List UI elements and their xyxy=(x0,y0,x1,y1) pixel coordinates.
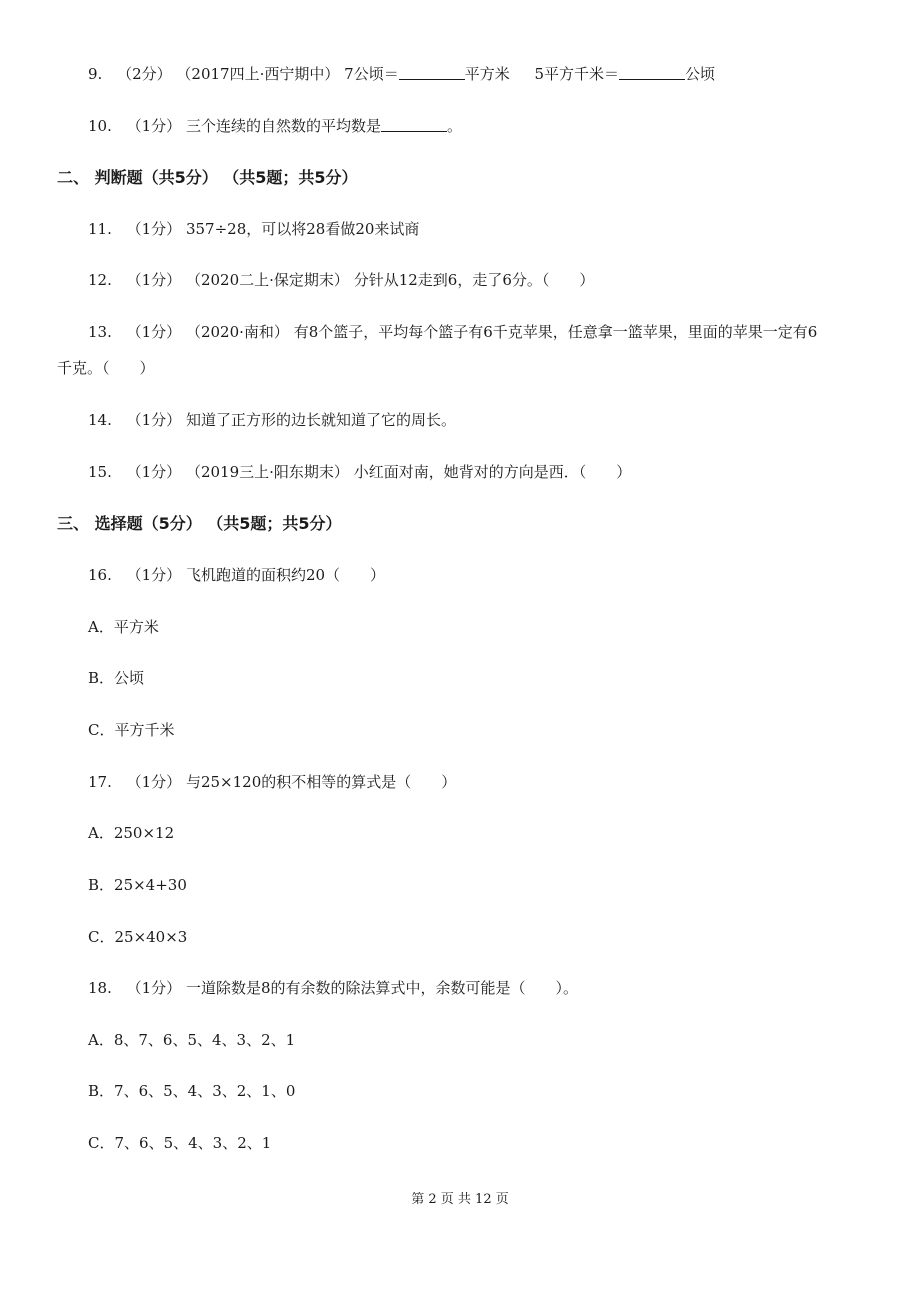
question-score: （1分） xyxy=(126,979,182,997)
question-score: （1分） xyxy=(126,271,182,289)
question-text: 357÷28，可以将28看做20来试商 xyxy=(185,220,420,238)
question-score: （1分） xyxy=(126,323,182,341)
option-c[interactable]: C．7、6、5、4、3、2、1 xyxy=(88,1134,272,1152)
question-score: （1分） xyxy=(126,773,182,791)
question-score: （1分） xyxy=(126,117,182,135)
question-text: 。 xyxy=(446,117,462,135)
question-source: （2020·南和） xyxy=(185,323,289,341)
question-number: 11. xyxy=(88,220,112,238)
question-text: 平方米 xyxy=(464,65,510,83)
question-score: （1分） xyxy=(126,566,182,584)
question-number: 12. xyxy=(88,271,112,289)
question-9 xyxy=(88,64,715,84)
section-heading-judgement: 二、 判断题（共5分） （共5题；共5分） xyxy=(57,168,358,187)
question-12 xyxy=(88,270,594,290)
question-score: （1分） xyxy=(126,463,182,481)
section-heading-choice: 三、 选择题（5分） （共5题；共5分） xyxy=(57,514,342,533)
question-text: 三个连续的自然数的平均数是 xyxy=(185,117,381,135)
question-text: 飞机跑道的面积约20（ ） xyxy=(185,566,386,584)
answer-blank[interactable] xyxy=(619,65,685,80)
question-text: 5平方千米＝ xyxy=(534,65,620,83)
option-c[interactable]: C．25×40×3 xyxy=(88,928,188,946)
question-text: 公顷 xyxy=(685,65,716,83)
question-number: 16. xyxy=(88,566,112,584)
answer-blank[interactable] xyxy=(399,65,465,80)
question-text: 一道除数是8的有余数的除法算式中，余数可能是（ ）。 xyxy=(185,979,579,997)
question-number: 17. xyxy=(88,773,112,791)
question-number: 18. xyxy=(88,979,112,997)
question-text: 知道了正方形的边长就知道了它的周长。 xyxy=(185,411,456,429)
question-text: 与25×120的积不相等的算式是（ ） xyxy=(185,773,457,791)
question-text: 小红面对南，她背对的方向是西．（ ） xyxy=(353,463,632,481)
question-14 xyxy=(88,410,456,430)
answer-blank[interactable] xyxy=(381,117,447,132)
question-number: 9. xyxy=(88,65,103,83)
question-text: 分针从12走到6，走了6分。（ ） xyxy=(353,271,595,289)
question-number: 14. xyxy=(88,411,112,429)
question-source: （2017四上·西宁期中） xyxy=(176,65,340,83)
question-number: 10. xyxy=(88,117,112,135)
option-b[interactable]: B．7、6、5、4、3、2、1、0 xyxy=(88,1082,296,1100)
question-text: 7公顷＝ xyxy=(344,65,399,83)
option-b[interactable]: B．公顷 xyxy=(88,669,145,687)
option-a[interactable]: A．250×12 xyxy=(88,824,175,842)
page-footer: 第 2 页 共 12 页 xyxy=(411,1192,509,1207)
question-10 xyxy=(88,116,462,136)
option-b[interactable]: B．25×4+30 xyxy=(88,876,187,894)
question-source: （2019三上·阳东期末） xyxy=(185,463,349,481)
question-source: （2020二上·保定期末） xyxy=(185,271,349,289)
question-score: （2分） xyxy=(117,65,172,83)
question-18 xyxy=(88,978,578,998)
question-text: 有8个篮子，平均每个篮子有6千克苹果，任意拿一篮苹果，里面的苹果一定有6 xyxy=(293,323,818,341)
question-score: （1分） xyxy=(126,411,182,429)
question-16 xyxy=(88,565,385,585)
option-a[interactable]: A．8、7、6、5、4、3、2、1 xyxy=(88,1031,296,1049)
question-15 xyxy=(88,462,631,482)
question-13-continuation: 千克。（ ） xyxy=(57,359,155,377)
question-17 xyxy=(88,772,456,792)
question-number: 13. xyxy=(88,323,112,341)
question-11 xyxy=(88,219,419,239)
option-c[interactable]: C．平方千米 xyxy=(88,721,175,739)
option-a[interactable]: A．平方米 xyxy=(88,618,159,636)
question-13 xyxy=(88,322,817,342)
question-score: （1分） xyxy=(126,220,182,238)
question-number: 15. xyxy=(88,463,112,481)
